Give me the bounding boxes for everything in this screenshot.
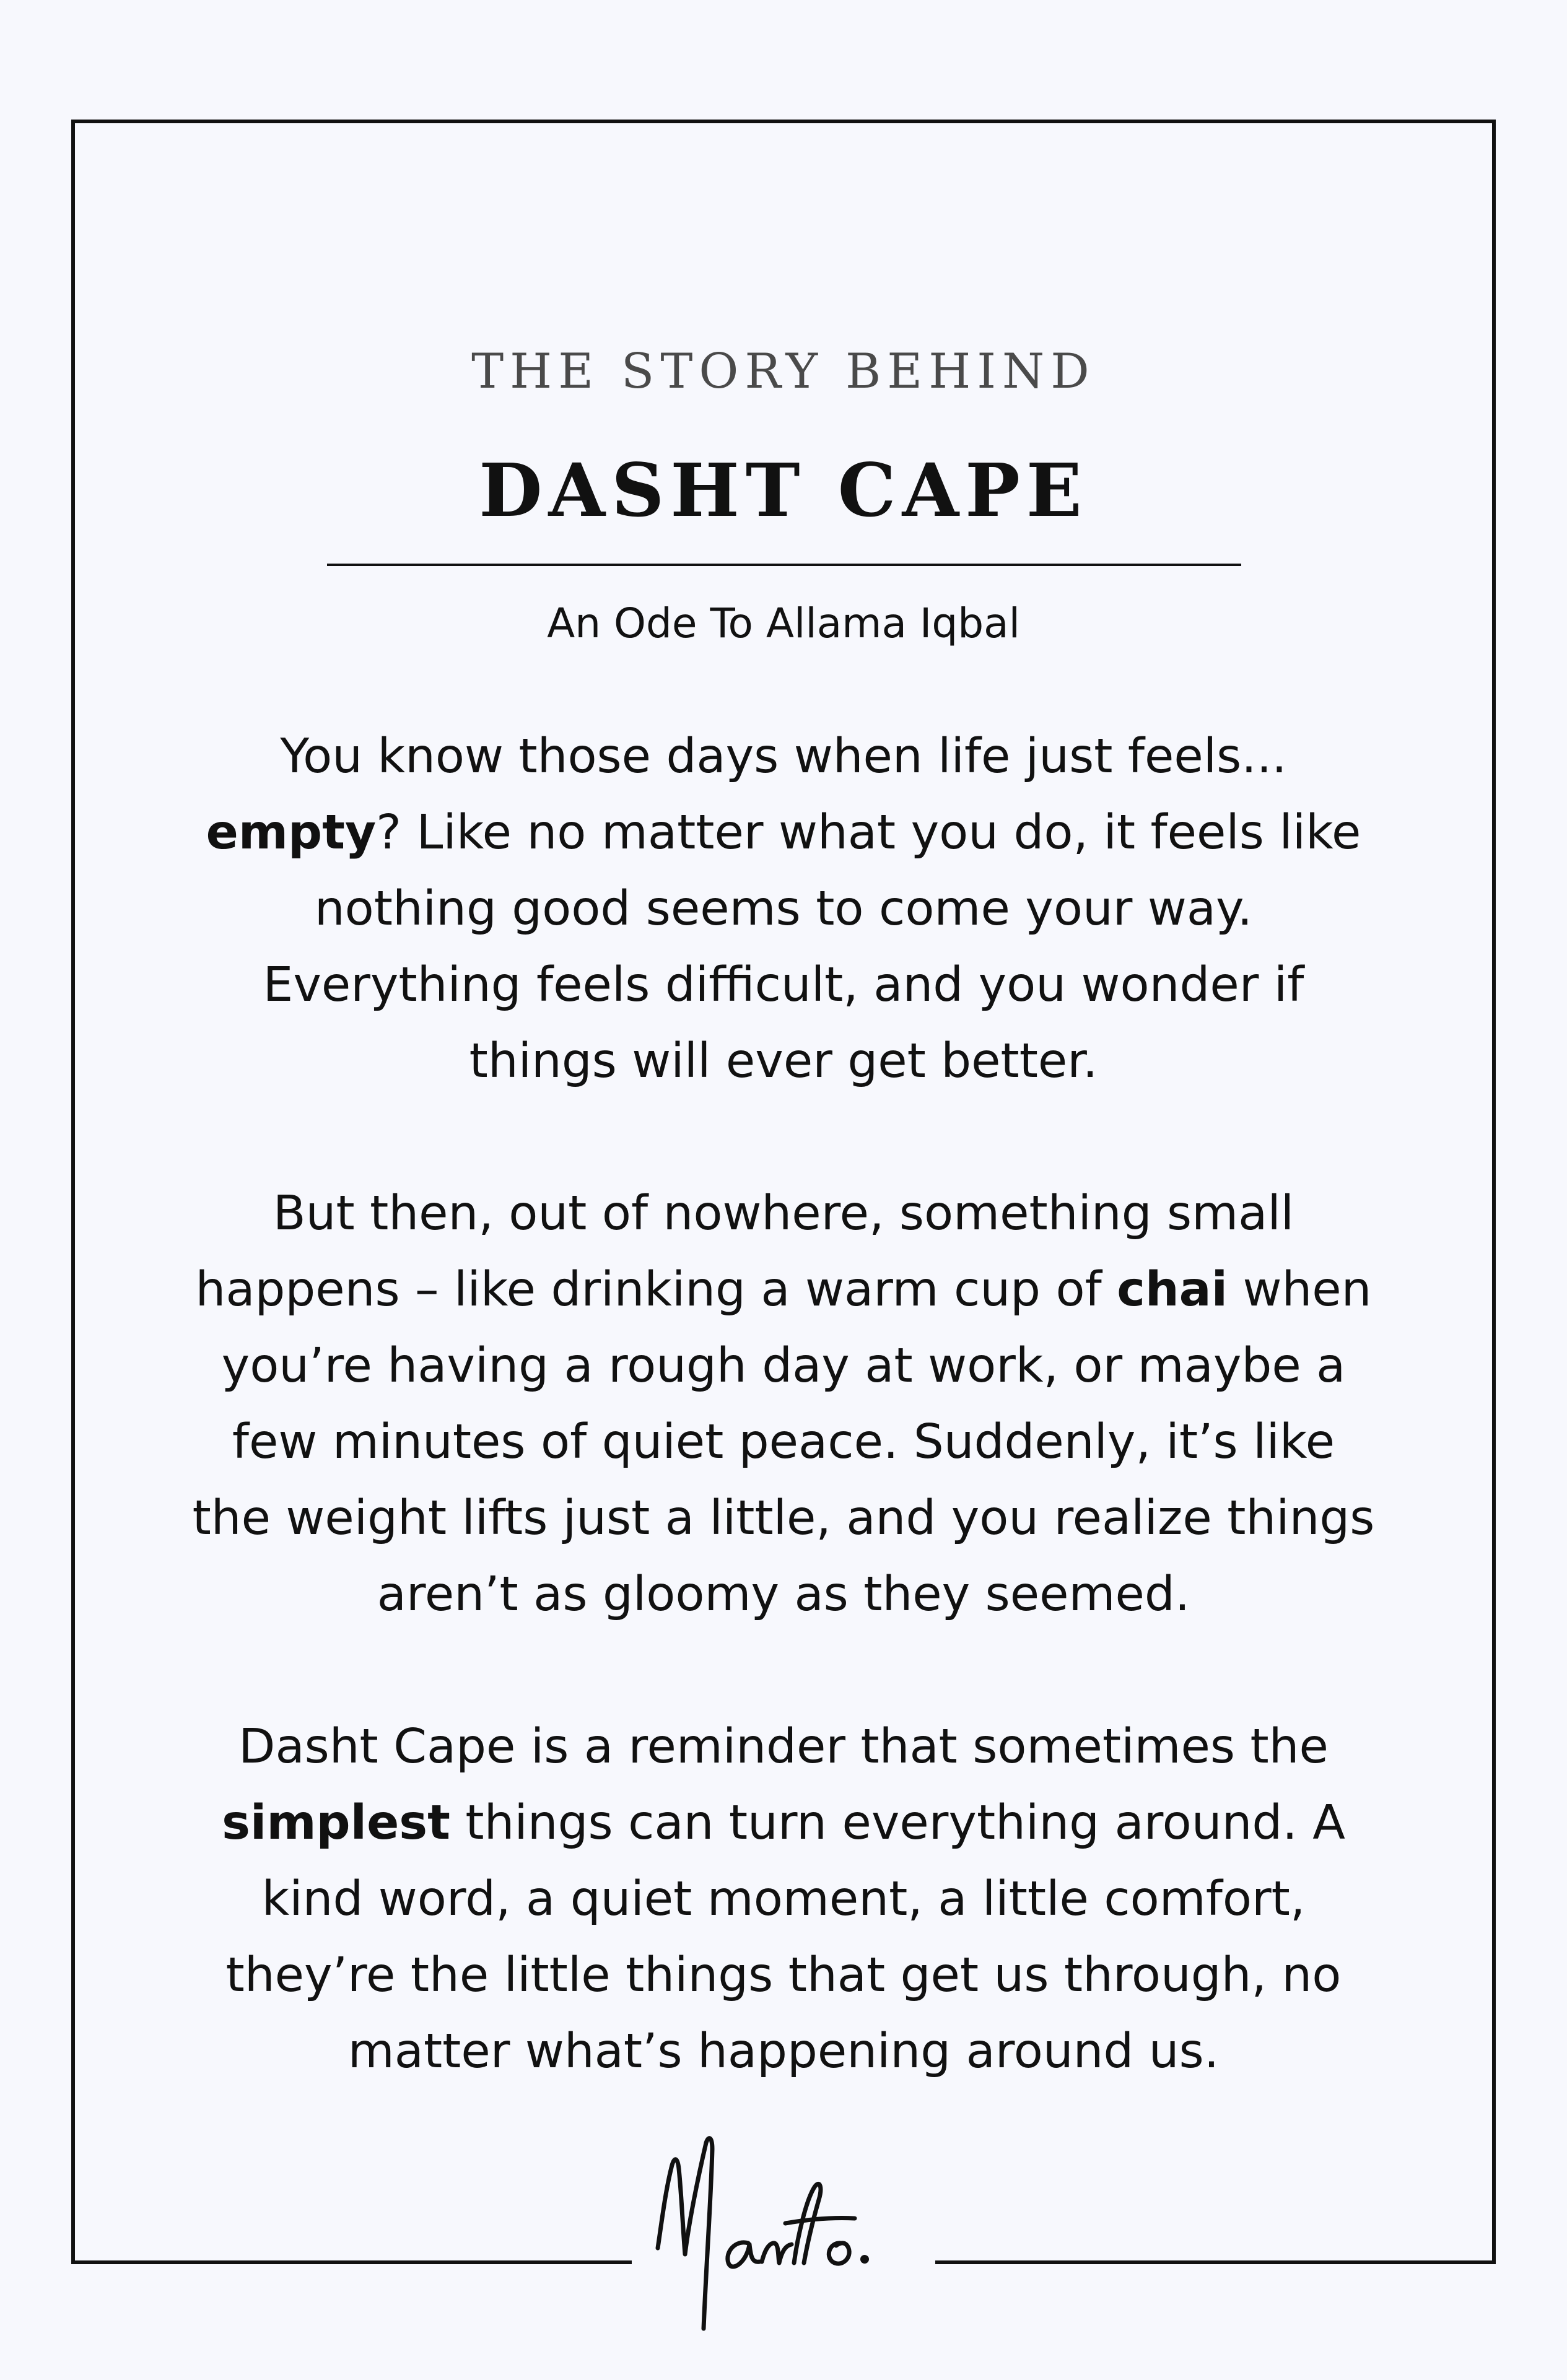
paragraph-3-emphasis: simplest	[222, 1795, 450, 1850]
frame-bottom-right-segment	[935, 2260, 1496, 2264]
paragraph-3-text-c: things can turn everything around. A kind word, a quiet moment, a little comfort, they’re the little things that get us through, no matter what’s happening around us.	[225, 1795, 1345, 2079]
subtitle: An Ode To Allama Iqbal	[547, 599, 1020, 647]
page-title: DASHT CAPE	[479, 447, 1088, 533]
paragraph-1-emphasis: empty	[206, 805, 377, 860]
paragraph-2-emphasis: chai	[1117, 1262, 1228, 1317]
story-body	[186, 718, 1381, 2090]
paragraph-3-text-a: Dasht Cape is a reminder that sometimes the	[238, 1719, 1329, 1774]
paragraph-2-text-c: when you’re having a rough day at work, or maybe a few minutes of quiet peace. Suddenly, it’s like the weight lifts just a little, and you realize things aren’t as gloomy as they seemed.	[192, 1262, 1375, 1622]
story-paragraph-1	[186, 718, 1381, 1099]
frame-bottom-left-segment	[71, 2260, 632, 2264]
paragraph-2-text-a: But then, out of nowhere, something small happens – like drinking a warm cup of	[195, 1186, 1294, 1317]
title-divider	[327, 564, 1241, 566]
paragraph-1-text-c: ? Like no matter what you do, it feels like nothing good seems to come your way. Everything feels difficult, and you wonder if things will ever get better.	[263, 805, 1361, 1089]
story-paragraph-2	[186, 1175, 1381, 1632]
signature-manto	[644, 2130, 923, 2335]
story-paragraph-3	[186, 1709, 1381, 2090]
kicker-heading: THE STORY BEHIND	[471, 344, 1096, 399]
paragraph-1-text-a: You know those days when life just feels...	[280, 729, 1287, 784]
